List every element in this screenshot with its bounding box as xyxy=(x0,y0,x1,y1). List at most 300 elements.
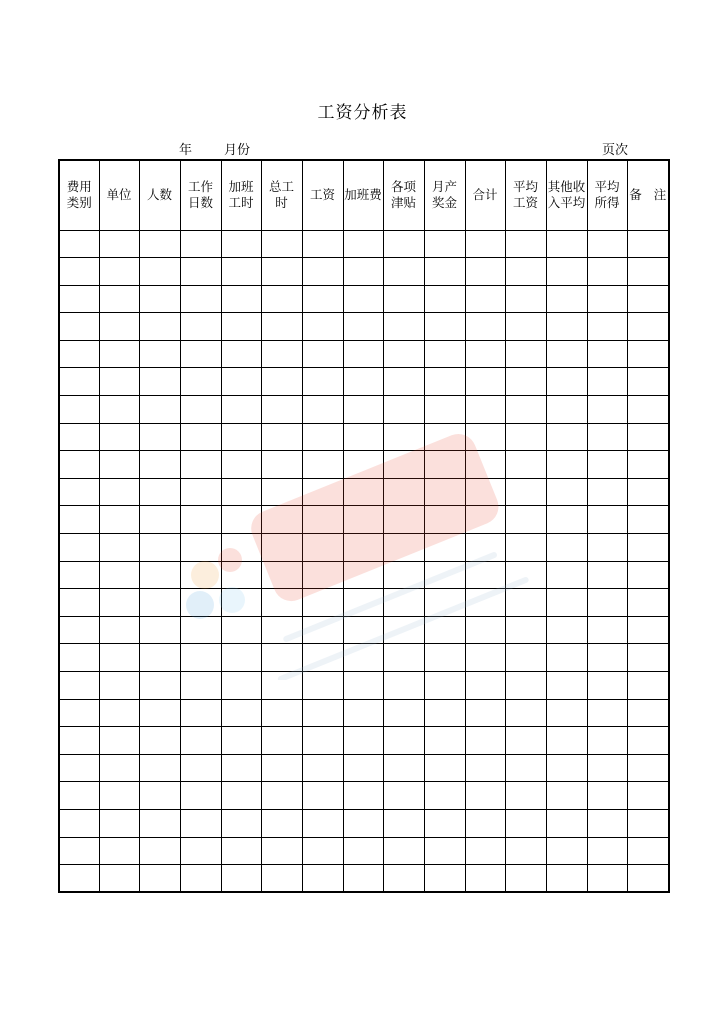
table-cell[interactable] xyxy=(99,616,139,644)
table-cell[interactable] xyxy=(343,754,383,782)
table-cell[interactable] xyxy=(424,368,465,396)
table-cell[interactable] xyxy=(505,451,546,479)
table-cell[interactable] xyxy=(221,672,261,700)
table-cell[interactable] xyxy=(627,782,669,810)
table-cell[interactable] xyxy=(139,478,180,506)
table-cell[interactable] xyxy=(383,644,424,672)
table-cell[interactable] xyxy=(261,534,302,562)
table-cell[interactable] xyxy=(139,534,180,562)
table-cell[interactable] xyxy=(180,754,221,782)
table-cell[interactable] xyxy=(546,396,587,424)
table-cell[interactable] xyxy=(261,230,302,258)
table-cell[interactable] xyxy=(343,782,383,810)
table-cell[interactable] xyxy=(180,589,221,617)
table-cell[interactable] xyxy=(302,534,343,562)
table-cell[interactable] xyxy=(343,809,383,837)
table-cell[interactable] xyxy=(180,423,221,451)
table-cell[interactable] xyxy=(465,589,505,617)
table-cell[interactable] xyxy=(99,478,139,506)
table-cell[interactable] xyxy=(627,561,669,589)
table-cell[interactable] xyxy=(302,699,343,727)
table-cell[interactable] xyxy=(180,506,221,534)
table-cell[interactable] xyxy=(139,837,180,865)
table-cell[interactable] xyxy=(180,534,221,562)
table-cell[interactable] xyxy=(261,699,302,727)
table-cell[interactable] xyxy=(59,423,99,451)
table-cell[interactable] xyxy=(180,340,221,368)
table-cell[interactable] xyxy=(343,230,383,258)
table-cell[interactable] xyxy=(302,451,343,479)
table-cell[interactable] xyxy=(180,313,221,341)
table-cell[interactable] xyxy=(587,534,627,562)
table-cell[interactable] xyxy=(505,561,546,589)
table-cell[interactable] xyxy=(546,727,587,755)
table-cell[interactable] xyxy=(465,285,505,313)
table-cell[interactable] xyxy=(59,478,99,506)
table-cell[interactable] xyxy=(99,313,139,341)
table-cell[interactable] xyxy=(99,423,139,451)
table-cell[interactable] xyxy=(59,809,99,837)
table-cell[interactable] xyxy=(465,313,505,341)
table-cell[interactable] xyxy=(627,396,669,424)
table-cell[interactable] xyxy=(261,285,302,313)
table-cell[interactable] xyxy=(261,561,302,589)
table-cell[interactable] xyxy=(180,616,221,644)
table-cell[interactable] xyxy=(505,644,546,672)
table-cell[interactable] xyxy=(546,837,587,865)
table-cell[interactable] xyxy=(59,285,99,313)
table-cell[interactable] xyxy=(546,423,587,451)
table-cell[interactable] xyxy=(505,534,546,562)
table-cell[interactable] xyxy=(180,230,221,258)
table-cell[interactable] xyxy=(546,534,587,562)
table-cell[interactable] xyxy=(302,727,343,755)
table-cell[interactable] xyxy=(546,616,587,644)
table-cell[interactable] xyxy=(221,727,261,755)
table-cell[interactable] xyxy=(302,396,343,424)
table-cell[interactable] xyxy=(59,451,99,479)
table-cell[interactable] xyxy=(302,865,343,893)
table-cell[interactable] xyxy=(546,506,587,534)
table-cell[interactable] xyxy=(505,506,546,534)
table-cell[interactable] xyxy=(99,727,139,755)
table-cell[interactable] xyxy=(221,478,261,506)
table-cell[interactable] xyxy=(221,230,261,258)
table-cell[interactable] xyxy=(261,644,302,672)
table-cell[interactable] xyxy=(627,699,669,727)
table-cell[interactable] xyxy=(302,368,343,396)
table-cell[interactable] xyxy=(587,451,627,479)
table-cell[interactable] xyxy=(99,451,139,479)
table-cell[interactable] xyxy=(221,506,261,534)
table-cell[interactable] xyxy=(302,478,343,506)
table-cell[interactable] xyxy=(139,368,180,396)
table-cell[interactable] xyxy=(627,285,669,313)
table-cell[interactable] xyxy=(261,368,302,396)
table-cell[interactable] xyxy=(587,727,627,755)
table-cell[interactable] xyxy=(221,534,261,562)
table-cell[interactable] xyxy=(383,699,424,727)
table-cell[interactable] xyxy=(505,616,546,644)
table-cell[interactable] xyxy=(627,451,669,479)
table-cell[interactable] xyxy=(221,644,261,672)
table-cell[interactable] xyxy=(587,837,627,865)
table-cell[interactable] xyxy=(587,616,627,644)
table-cell[interactable] xyxy=(587,589,627,617)
table-cell[interactable] xyxy=(505,478,546,506)
table-cell[interactable] xyxy=(546,589,587,617)
table-cell[interactable] xyxy=(343,258,383,286)
table-cell[interactable] xyxy=(261,478,302,506)
table-cell[interactable] xyxy=(221,451,261,479)
table-cell[interactable] xyxy=(302,754,343,782)
table-cell[interactable] xyxy=(302,837,343,865)
table-cell[interactable] xyxy=(424,451,465,479)
table-cell[interactable] xyxy=(59,340,99,368)
table-cell[interactable] xyxy=(587,809,627,837)
table-cell[interactable] xyxy=(221,285,261,313)
table-cell[interactable] xyxy=(465,809,505,837)
table-cell[interactable] xyxy=(99,699,139,727)
table-cell[interactable] xyxy=(627,340,669,368)
table-cell[interactable] xyxy=(505,423,546,451)
table-cell[interactable] xyxy=(261,672,302,700)
table-cell[interactable] xyxy=(343,478,383,506)
table-cell[interactable] xyxy=(180,782,221,810)
table-cell[interactable] xyxy=(587,561,627,589)
table-cell[interactable] xyxy=(302,230,343,258)
table-cell[interactable] xyxy=(587,754,627,782)
table-cell[interactable] xyxy=(180,561,221,589)
table-cell[interactable] xyxy=(261,782,302,810)
table-cell[interactable] xyxy=(505,837,546,865)
table-cell[interactable] xyxy=(139,423,180,451)
table-cell[interactable] xyxy=(505,727,546,755)
table-cell[interactable] xyxy=(59,534,99,562)
table-cell[interactable] xyxy=(587,478,627,506)
table-cell[interactable] xyxy=(383,285,424,313)
table-cell[interactable] xyxy=(424,672,465,700)
table-cell[interactable] xyxy=(180,644,221,672)
table-cell[interactable] xyxy=(180,396,221,424)
table-cell[interactable] xyxy=(505,340,546,368)
table-cell[interactable] xyxy=(627,478,669,506)
table-cell[interactable] xyxy=(383,754,424,782)
table-cell[interactable] xyxy=(139,451,180,479)
table-cell[interactable] xyxy=(627,837,669,865)
table-cell[interactable] xyxy=(546,561,587,589)
table-cell[interactable] xyxy=(221,782,261,810)
table-cell[interactable] xyxy=(221,423,261,451)
table-cell[interactable] xyxy=(383,727,424,755)
table-cell[interactable] xyxy=(99,644,139,672)
table-cell[interactable] xyxy=(424,699,465,727)
table-cell[interactable] xyxy=(139,865,180,893)
table-cell[interactable] xyxy=(383,782,424,810)
table-cell[interactable] xyxy=(383,340,424,368)
table-cell[interactable] xyxy=(180,258,221,286)
table-cell[interactable] xyxy=(221,589,261,617)
table-cell[interactable] xyxy=(139,230,180,258)
table-cell[interactable] xyxy=(302,258,343,286)
table-cell[interactable] xyxy=(505,258,546,286)
table-cell[interactable] xyxy=(99,809,139,837)
table-cell[interactable] xyxy=(59,589,99,617)
table-cell[interactable] xyxy=(139,754,180,782)
table-cell[interactable] xyxy=(465,727,505,755)
table-cell[interactable] xyxy=(465,258,505,286)
table-cell[interactable] xyxy=(59,754,99,782)
table-cell[interactable] xyxy=(546,230,587,258)
table-cell[interactable] xyxy=(302,506,343,534)
table-cell[interactable] xyxy=(424,340,465,368)
table-cell[interactable] xyxy=(180,285,221,313)
table-cell[interactable] xyxy=(59,313,99,341)
table-cell[interactable] xyxy=(383,589,424,617)
table-cell[interactable] xyxy=(139,809,180,837)
table-cell[interactable] xyxy=(302,672,343,700)
table-cell[interactable] xyxy=(343,561,383,589)
table-cell[interactable] xyxy=(465,672,505,700)
table-cell[interactable] xyxy=(180,478,221,506)
table-cell[interactable] xyxy=(465,754,505,782)
table-cell[interactable] xyxy=(139,672,180,700)
table-cell[interactable] xyxy=(302,285,343,313)
table-cell[interactable] xyxy=(261,809,302,837)
table-cell[interactable] xyxy=(587,230,627,258)
table-cell[interactable] xyxy=(221,561,261,589)
table-cell[interactable] xyxy=(627,313,669,341)
table-cell[interactable] xyxy=(221,699,261,727)
table-cell[interactable] xyxy=(587,506,627,534)
table-cell[interactable] xyxy=(99,837,139,865)
table-cell[interactable] xyxy=(221,313,261,341)
table-cell[interactable] xyxy=(587,285,627,313)
table-cell[interactable] xyxy=(383,368,424,396)
table-cell[interactable] xyxy=(221,754,261,782)
table-cell[interactable] xyxy=(99,782,139,810)
table-cell[interactable] xyxy=(383,616,424,644)
table-cell[interactable] xyxy=(302,809,343,837)
table-cell[interactable] xyxy=(546,809,587,837)
table-cell[interactable] xyxy=(424,534,465,562)
table-cell[interactable] xyxy=(546,340,587,368)
table-cell[interactable] xyxy=(465,644,505,672)
table-cell[interactable] xyxy=(505,313,546,341)
table-cell[interactable] xyxy=(221,368,261,396)
table-cell[interactable] xyxy=(59,396,99,424)
table-cell[interactable] xyxy=(465,561,505,589)
table-cell[interactable] xyxy=(221,837,261,865)
table-cell[interactable] xyxy=(424,313,465,341)
table-cell[interactable] xyxy=(546,313,587,341)
table-cell[interactable] xyxy=(587,865,627,893)
table-cell[interactable] xyxy=(302,340,343,368)
table-cell[interactable] xyxy=(424,754,465,782)
table-cell[interactable] xyxy=(627,423,669,451)
table-cell[interactable] xyxy=(546,672,587,700)
table-cell[interactable] xyxy=(383,478,424,506)
table-cell[interactable] xyxy=(627,644,669,672)
table-cell[interactable] xyxy=(465,478,505,506)
table-cell[interactable] xyxy=(546,258,587,286)
table-cell[interactable] xyxy=(99,368,139,396)
table-cell[interactable] xyxy=(343,451,383,479)
table-cell[interactable] xyxy=(587,368,627,396)
table-cell[interactable] xyxy=(180,727,221,755)
table-cell[interactable] xyxy=(505,285,546,313)
table-cell[interactable] xyxy=(424,837,465,865)
table-cell[interactable] xyxy=(302,561,343,589)
table-cell[interactable] xyxy=(383,258,424,286)
table-cell[interactable] xyxy=(505,672,546,700)
table-cell[interactable] xyxy=(546,451,587,479)
table-cell[interactable] xyxy=(424,506,465,534)
table-cell[interactable] xyxy=(99,340,139,368)
table-cell[interactable] xyxy=(383,865,424,893)
table-cell[interactable] xyxy=(424,727,465,755)
table-cell[interactable] xyxy=(343,368,383,396)
table-cell[interactable] xyxy=(261,589,302,617)
table-cell[interactable] xyxy=(99,230,139,258)
table-cell[interactable] xyxy=(383,534,424,562)
table-cell[interactable] xyxy=(59,727,99,755)
table-cell[interactable] xyxy=(139,506,180,534)
table-cell[interactable] xyxy=(465,230,505,258)
table-cell[interactable] xyxy=(465,506,505,534)
table-cell[interactable] xyxy=(139,589,180,617)
table-cell[interactable] xyxy=(343,589,383,617)
table-cell[interactable] xyxy=(505,782,546,810)
table-cell[interactable] xyxy=(546,368,587,396)
table-cell[interactable] xyxy=(383,672,424,700)
table-cell[interactable] xyxy=(343,313,383,341)
table-cell[interactable] xyxy=(139,727,180,755)
table-cell[interactable] xyxy=(139,285,180,313)
table-cell[interactable] xyxy=(261,451,302,479)
table-cell[interactable] xyxy=(59,672,99,700)
table-cell[interactable] xyxy=(627,865,669,893)
table-cell[interactable] xyxy=(505,368,546,396)
table-cell[interactable] xyxy=(627,616,669,644)
table-cell[interactable] xyxy=(424,258,465,286)
table-cell[interactable] xyxy=(627,368,669,396)
table-cell[interactable] xyxy=(59,837,99,865)
table-cell[interactable] xyxy=(139,644,180,672)
table-cell[interactable] xyxy=(139,258,180,286)
table-cell[interactable] xyxy=(587,672,627,700)
table-cell[interactable] xyxy=(302,423,343,451)
table-cell[interactable] xyxy=(343,396,383,424)
table-cell[interactable] xyxy=(261,506,302,534)
table-cell[interactable] xyxy=(59,506,99,534)
table-cell[interactable] xyxy=(383,809,424,837)
table-cell[interactable] xyxy=(424,396,465,424)
table-cell[interactable] xyxy=(627,534,669,562)
table-cell[interactable] xyxy=(546,699,587,727)
table-cell[interactable] xyxy=(59,230,99,258)
table-cell[interactable] xyxy=(99,754,139,782)
table-cell[interactable] xyxy=(261,865,302,893)
table-cell[interactable] xyxy=(139,616,180,644)
table-cell[interactable] xyxy=(180,837,221,865)
table-cell[interactable] xyxy=(424,589,465,617)
table-cell[interactable] xyxy=(424,865,465,893)
table-cell[interactable] xyxy=(139,699,180,727)
table-cell[interactable] xyxy=(261,837,302,865)
table-cell[interactable] xyxy=(180,368,221,396)
table-cell[interactable] xyxy=(587,313,627,341)
table-cell[interactable] xyxy=(383,230,424,258)
table-cell[interactable] xyxy=(383,451,424,479)
table-cell[interactable] xyxy=(587,258,627,286)
table-cell[interactable] xyxy=(627,754,669,782)
table-cell[interactable] xyxy=(546,644,587,672)
table-cell[interactable] xyxy=(99,285,139,313)
table-cell[interactable] xyxy=(343,837,383,865)
table-cell[interactable] xyxy=(587,644,627,672)
table-cell[interactable] xyxy=(627,506,669,534)
table-cell[interactable] xyxy=(546,782,587,810)
table-cell[interactable] xyxy=(343,672,383,700)
table-cell[interactable] xyxy=(383,396,424,424)
table-cell[interactable] xyxy=(627,258,669,286)
table-cell[interactable] xyxy=(221,340,261,368)
table-cell[interactable] xyxy=(180,809,221,837)
table-cell[interactable] xyxy=(99,396,139,424)
table-cell[interactable] xyxy=(587,396,627,424)
table-cell[interactable] xyxy=(59,368,99,396)
table-cell[interactable] xyxy=(99,506,139,534)
table-cell[interactable] xyxy=(465,782,505,810)
table-cell[interactable] xyxy=(261,340,302,368)
table-cell[interactable] xyxy=(221,616,261,644)
table-cell[interactable] xyxy=(383,506,424,534)
table-cell[interactable] xyxy=(383,837,424,865)
table-cell[interactable] xyxy=(505,809,546,837)
table-cell[interactable] xyxy=(505,754,546,782)
table-cell[interactable] xyxy=(424,782,465,810)
table-cell[interactable] xyxy=(99,258,139,286)
table-cell[interactable] xyxy=(99,589,139,617)
table-cell[interactable] xyxy=(505,865,546,893)
table-cell[interactable] xyxy=(546,478,587,506)
table-cell[interactable] xyxy=(587,699,627,727)
table-cell[interactable] xyxy=(261,423,302,451)
table-cell[interactable] xyxy=(627,727,669,755)
table-cell[interactable] xyxy=(139,340,180,368)
table-cell[interactable] xyxy=(546,754,587,782)
table-cell[interactable] xyxy=(302,616,343,644)
table-cell[interactable] xyxy=(343,285,383,313)
table-cell[interactable] xyxy=(221,258,261,286)
table-cell[interactable] xyxy=(99,672,139,700)
table-cell[interactable] xyxy=(261,616,302,644)
table-cell[interactable] xyxy=(302,589,343,617)
table-cell[interactable] xyxy=(180,865,221,893)
table-cell[interactable] xyxy=(505,230,546,258)
table-cell[interactable] xyxy=(465,534,505,562)
table-cell[interactable] xyxy=(465,699,505,727)
table-cell[interactable] xyxy=(59,699,99,727)
table-cell[interactable] xyxy=(59,258,99,286)
table-cell[interactable] xyxy=(465,368,505,396)
table-cell[interactable] xyxy=(424,285,465,313)
table-cell[interactable] xyxy=(465,837,505,865)
table-cell[interactable] xyxy=(383,423,424,451)
table-cell[interactable] xyxy=(180,451,221,479)
table-cell[interactable] xyxy=(59,865,99,893)
